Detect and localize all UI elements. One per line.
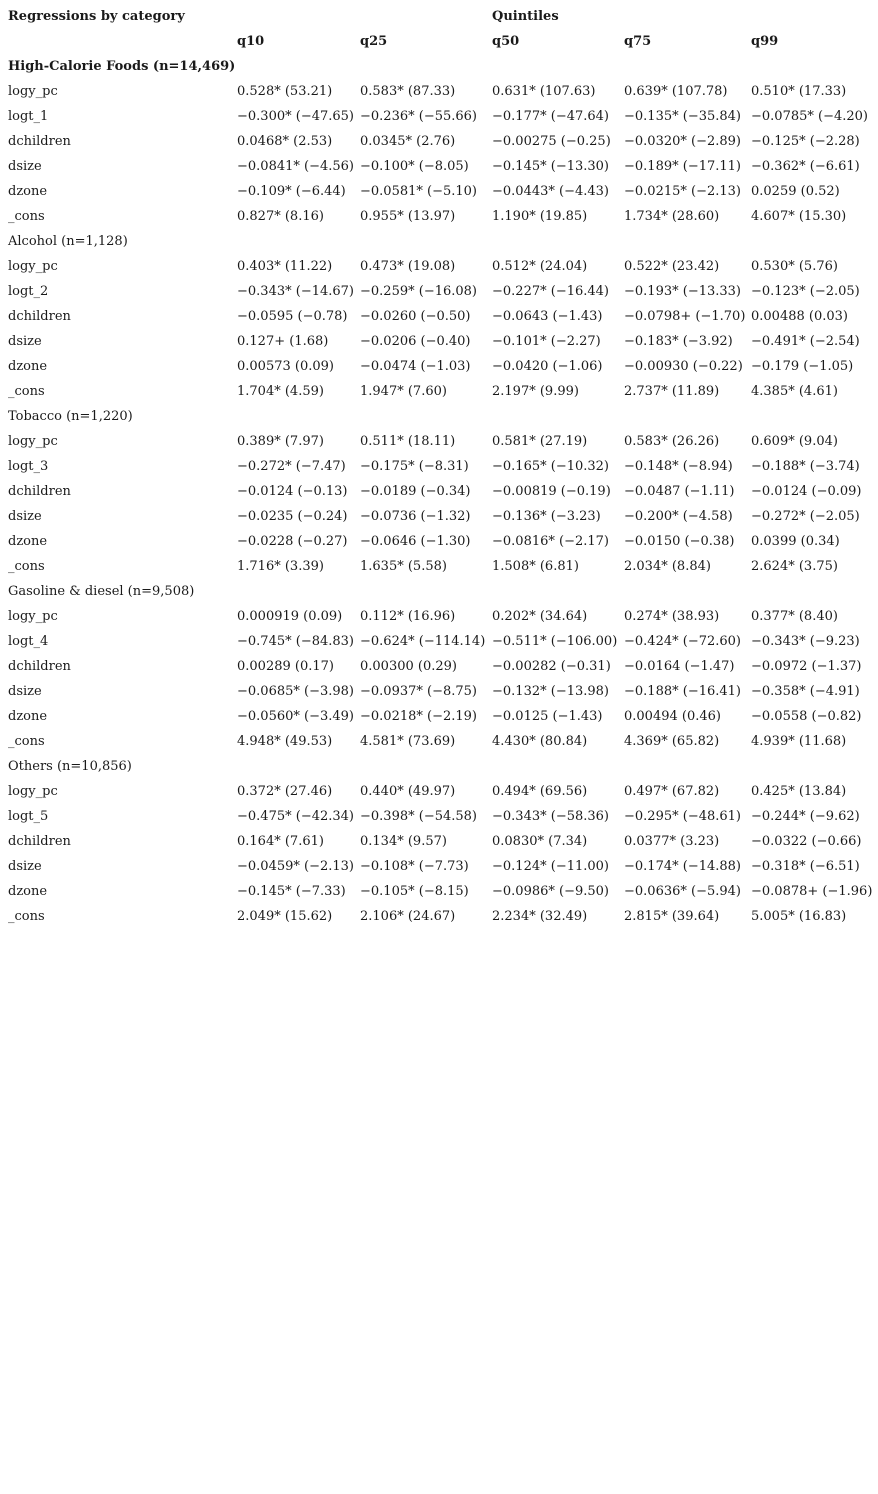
coefficient-cell: 4.430* (80.84) [492,734,588,749]
coefficient-cell: 0.0830* (7.34) [492,834,588,849]
variable-name: dchildren [8,834,71,849]
coefficient-cell: 0.639* (107.78) [624,84,728,99]
coefficient-cell: −0.358* (−4.91) [751,684,860,699]
coefficient-cell: −0.132* (−13.98) [492,684,609,699]
table-row [6,854,876,879]
coefficient-cell: −0.00819 (−0.19) [492,484,611,499]
coefficient-cell: 0.511* (18.11) [360,434,456,449]
coefficient-cell: −0.511* (−106.00) [492,634,618,649]
coefficient-cell: 0.609* (9.04) [751,434,838,449]
column-header-q10: q10 [237,34,265,49]
section-header: Others (n=10,856) [8,759,132,774]
coefficient-cell: −0.123* (−2.05) [751,284,860,299]
regression-table [6,4,876,929]
table-row [6,454,876,479]
coefficient-cell: 2.049* (15.62) [237,909,333,924]
coefficient-cell: 0.581* (27.19) [492,434,588,449]
coefficient-cell: −0.0816* (−2.17) [492,534,609,549]
coefficient-cell: −0.0322 (−0.66) [751,834,862,849]
table-row [6,904,876,929]
coefficient-cell: −0.174* (−14.88) [624,859,741,874]
variable-name: _cons [8,734,45,749]
column-header-q75: q75 [624,34,652,49]
coefficient-cell: 0.0345* (2.76) [360,134,456,149]
coefficient-cell: −0.0643 (−1.43) [492,309,603,324]
table-row [6,429,876,454]
column-header-row [6,29,876,54]
coefficient-cell: 0.510* (17.33) [751,84,847,99]
coefficient-cell: 2.197* (9.99) [492,384,579,399]
variable-name: _cons [8,559,45,574]
coefficient-cell: −0.398* (−54.58) [360,809,477,824]
table-row [6,604,876,629]
coefficient-cell: 0.528* (53.21) [237,84,333,99]
coefficient-cell: 0.512* (24.04) [492,259,588,274]
coefficient-cell: 0.00573 (0.09) [237,359,334,374]
coefficient-cell: −0.165* (−10.32) [492,459,609,474]
coefficient-cell: −0.0124 (−0.13) [237,484,348,499]
coefficient-cell: 1.704* (4.59) [237,384,324,399]
coefficient-cell: −0.236* (−55.66) [360,109,477,124]
coefficient-cell: −0.0443* (−4.43) [492,184,609,199]
coefficient-cell: 0.127+ (1.68) [237,334,329,349]
coefficient-cell: 0.0468* (2.53) [237,134,333,149]
variable-name: dsize [8,859,42,874]
section-header-row [6,754,876,779]
coefficient-cell: −0.272* (−2.05) [751,509,860,524]
table-row [6,804,876,829]
coefficient-cell: −0.0420 (−1.06) [492,359,603,374]
table-row [6,179,876,204]
coefficient-cell: 4.948* (49.53) [237,734,333,749]
variable-name: dchildren [8,659,71,674]
coefficient-cell: −0.101* (−2.27) [492,334,601,349]
coefficient-cell: −0.0260 (−0.50) [360,309,471,324]
variable-name: logy_pc [8,259,58,274]
empty-cell [622,4,749,29]
coefficient-cell: −0.100* (−8.05) [360,159,469,174]
table-row [6,279,876,304]
table-row [6,529,876,554]
coefficient-cell: 0.583* (26.26) [624,434,720,449]
table-row [6,779,876,804]
coefficient-cell: 0.372* (27.46) [237,784,333,799]
coefficient-cell: −0.108* (−7.73) [360,859,469,874]
coefficient-cell: 0.440* (49.97) [360,784,456,799]
table-row [6,654,876,679]
coefficient-cell: −0.227* (−16.44) [492,284,609,299]
variable-name: logy_pc [8,609,58,624]
table-title: Regressions by category [8,9,185,24]
coefficient-cell: 1.716* (3.39) [237,559,324,574]
variable-name: logt_4 [8,634,49,649]
coefficient-cell: 1.508* (6.81) [492,559,579,574]
variable-name: logt_2 [8,284,49,299]
coefficient-cell: −0.300* (−47.65) [237,109,354,124]
coefficient-cell: 2.034* (8.84) [624,559,711,574]
coefficient-cell: −0.475* (−42.34) [237,809,354,824]
table-row [6,554,876,579]
variable-name: logt_3 [8,459,49,474]
variable-name: logt_1 [8,109,49,124]
table-row [6,729,876,754]
coefficient-cell: −0.0560* (−3.49) [237,709,354,724]
coefficient-cell: −0.135* (−35.84) [624,109,741,124]
coefficient-cell: 0.000919 (0.09) [237,609,343,624]
coefficient-cell: 0.0377* (3.23) [624,834,720,849]
coefficient-cell: 4.369* (65.82) [624,734,720,749]
coefficient-cell: −0.343* (−58.36) [492,809,609,824]
coefficient-cell: 0.00488 (0.03) [751,309,848,324]
coefficient-cell: −0.0125 (−1.43) [492,709,603,724]
section-header-row [6,579,876,604]
empty-cell [235,4,358,29]
coefficient-cell: −0.624* (−114.14) [360,634,486,649]
section-header-row [6,404,876,429]
coefficient-cell: 4.939* (11.68) [751,734,847,749]
variable-name: logy_pc [8,434,58,449]
section-header: Tobacco (n=1,220) [8,409,133,424]
variable-name: dzone [8,184,48,199]
variable-name: _cons [8,209,45,224]
coefficient-cell: 0.0259 (0.52) [751,184,840,199]
coefficient-cell: 0.112* (16.96) [360,609,456,624]
table-row [6,829,876,854]
coefficient-cell: 0.425* (13.84) [751,784,847,799]
coefficient-cell: −0.145* (−13.30) [492,159,609,174]
table-row [6,354,876,379]
column-header-q50: q50 [492,34,520,49]
variable-name: dsize [8,159,42,174]
variable-name: dzone [8,534,48,549]
table-row [6,79,876,104]
coefficient-cell: −0.0878+ (−1.96) [751,884,873,899]
table-row [6,479,876,504]
coefficient-cell: 0.00494 (0.46) [624,709,721,724]
empty-cell [6,29,235,54]
column-header-q99: q99 [751,34,779,49]
coefficient-cell: 1.734* (28.60) [624,209,720,224]
coefficient-cell: 4.607* (15.30) [751,209,847,224]
coefficient-cell: −0.00275 (−0.25) [492,134,611,149]
variable-name: dchildren [8,309,71,324]
variable-name: dchildren [8,484,71,499]
coefficient-cell: 2.624* (3.75) [751,559,838,574]
coefficient-cell: −0.0189 (−0.34) [360,484,471,499]
coefficient-cell: 0.403* (11.22) [237,259,333,274]
coefficient-cell: −0.179 (−1.05) [751,359,854,374]
coefficient-cell: −0.318* (−6.51) [751,859,860,874]
table-row [6,329,876,354]
coefficient-cell: 2.234* (32.49) [492,909,588,924]
coefficient-cell: −0.0581* (−5.10) [360,184,477,199]
table-row [6,379,876,404]
variable-name: logy_pc [8,784,58,799]
variable-name: logy_pc [8,84,58,99]
table-row [6,704,876,729]
coefficient-cell: −0.0937* (−8.75) [360,684,477,699]
coefficient-cell: 5.005* (16.83) [751,909,847,924]
coefficient-cell: 0.530* (5.76) [751,259,838,274]
coefficient-cell: 0.522* (23.42) [624,259,720,274]
coefficient-cell: −0.491* (−2.54) [751,334,860,349]
coefficient-cell: −0.189* (−17.11) [624,159,741,174]
coefficient-cell: 0.0399 (0.34) [751,534,840,549]
coefficient-cell: −0.244* (−9.62) [751,809,860,824]
coefficient-cell: −0.424* (−72.60) [624,634,741,649]
coefficient-cell: 1.947* (7.60) [360,384,447,399]
coefficient-cell: 0.497* (67.82) [624,784,720,799]
coefficient-cell: −0.0636* (−5.94) [624,884,741,899]
coefficient-cell: −0.343* (−9.23) [751,634,860,649]
coefficient-cell: −0.0785* (−4.20) [751,109,868,124]
variable-name: _cons [8,384,45,399]
variable-name: dzone [8,884,48,899]
coefficient-cell: −0.124* (−11.00) [492,859,609,874]
coefficient-cell: −0.00930 (−0.22) [624,359,743,374]
coefficient-cell: 0.202* (34.64) [492,609,588,624]
section-header: Gasoline & diesel (n=9,508) [8,584,195,599]
coefficient-cell: −0.0685* (−3.98) [237,684,354,699]
variable-name: dzone [8,709,48,724]
empty-cell [358,4,490,29]
coefficient-cell: −0.183* (−3.92) [624,334,733,349]
table-row [6,879,876,904]
table-row [6,154,876,179]
coefficient-cell: 0.274* (38.93) [624,609,720,624]
section-header: High-Calorie Foods (n=14,469) [8,59,236,74]
coefficient-cell: 0.955* (13.97) [360,209,456,224]
coefficient-cell: −0.0736 (−1.32) [360,509,471,524]
section-header: Alcohol (n=1,128) [8,234,128,249]
coefficient-cell: −0.0215* (−2.13) [624,184,741,199]
variable-name: logt_5 [8,809,49,824]
variable-name: dsize [8,334,42,349]
coefficient-cell: 0.389* (7.97) [237,434,324,449]
coefficient-cell: −0.362* (−6.61) [751,159,860,174]
coefficient-cell: 4.581* (73.69) [360,734,456,749]
coefficient-cell: 2.815* (39.64) [624,909,720,924]
coefficient-cell: −0.175* (−8.31) [360,459,469,474]
coefficient-cell: −0.0320* (−2.89) [624,134,741,149]
coefficient-cell: −0.136* (−3.23) [492,509,601,524]
coefficient-cell: −0.109* (−6.44) [237,184,346,199]
coefficient-cell: −0.188* (−3.74) [751,459,860,474]
variable-name: dsize [8,684,42,699]
title-row [6,4,876,29]
coefficient-cell: −0.0798+ (−1.70) [624,309,746,324]
coefficient-cell: −0.745* (−84.83) [237,634,354,649]
coefficient-cell: 0.00300 (0.29) [360,659,457,674]
coefficient-cell: −0.105* (−8.15) [360,884,469,899]
section-header-row [6,229,876,254]
table-row [6,629,876,654]
coefficient-cell: 0.583* (87.33) [360,84,456,99]
coefficient-cell: −0.0558 (−0.82) [751,709,862,724]
coefficient-cell: 4.385* (4.61) [751,384,838,399]
table-row [6,504,876,529]
coefficient-cell: −0.0235 (−0.24) [237,509,348,524]
coefficient-cell: −0.188* (−16.41) [624,684,741,699]
coefficient-cell: −0.0646 (−1.30) [360,534,471,549]
variable-name: _cons [8,909,45,924]
variable-name: dchildren [8,134,71,149]
coefficient-cell: −0.0841* (−4.56) [237,159,354,174]
coefficient-cell: −0.0487 (−1.11) [624,484,735,499]
coefficient-cell: −0.0124 (−0.09) [751,484,862,499]
table-row [6,304,876,329]
coefficient-cell: −0.0206 (−0.40) [360,334,471,349]
coefficient-cell: 1.190* (19.85) [492,209,588,224]
coefficient-cell: −0.295* (−48.61) [624,809,741,824]
coefficient-cell: 0.827* (8.16) [237,209,324,224]
table-row [6,104,876,129]
coefficient-cell: −0.148* (−8.94) [624,459,733,474]
coefficient-cell: 2.737* (11.89) [624,384,720,399]
coefficient-cell: 0.494* (69.56) [492,784,588,799]
coefficient-cell: −0.125* (−2.28) [751,134,860,149]
coefficient-cell: −0.272* (−7.47) [237,459,346,474]
table-row [6,254,876,279]
coefficient-cell: −0.0218* (−2.19) [360,709,477,724]
coefficient-cell: −0.343* (−14.67) [237,284,354,299]
coefficient-cell: −0.177* (−47.64) [492,109,609,124]
variable-name: dzone [8,359,48,374]
coefficient-cell: 0.377* (8.40) [751,609,838,624]
coefficient-cell: −0.0986* (−9.50) [492,884,609,899]
coefficient-cell: 0.00289 (0.17) [237,659,334,674]
coefficient-cell: −0.259* (−16.08) [360,284,477,299]
section-header-row [6,54,876,79]
table-row [6,204,876,229]
coefficient-cell: −0.0972 (−1.37) [751,659,862,674]
coefficient-cell: 1.635* (5.58) [360,559,447,574]
column-header-q25: q25 [360,34,388,49]
coefficient-cell: −0.0164 (−1.47) [624,659,735,674]
coefficient-cell: −0.0474 (−1.03) [360,359,471,374]
coefficient-cell: −0.00282 (−0.31) [492,659,611,674]
coefficient-cell: 0.473* (19.08) [360,259,456,274]
coefficient-cell: 2.106* (24.67) [360,909,456,924]
coefficient-cell: 0.164* (7.61) [237,834,324,849]
coefficient-cell: −0.200* (−4.58) [624,509,733,524]
coefficient-cell: −0.0150 (−0.38) [624,534,735,549]
coefficient-cell: −0.0595 (−0.78) [237,309,348,324]
table-row [6,129,876,154]
coefficient-cell: 0.134* (9.57) [360,834,447,849]
coefficient-cell: −0.0459* (−2.13) [237,859,354,874]
table-body [6,4,876,929]
empty-cell [749,4,876,29]
variable-name: dsize [8,509,42,524]
quintiles-label: Quintiles [492,9,559,24]
coefficient-cell: −0.0228 (−0.27) [237,534,348,549]
coefficient-cell: −0.145* (−7.33) [237,884,346,899]
coefficient-cell: −0.193* (−13.33) [624,284,741,299]
table-row [6,679,876,704]
coefficient-cell: 0.631* (107.63) [492,84,596,99]
